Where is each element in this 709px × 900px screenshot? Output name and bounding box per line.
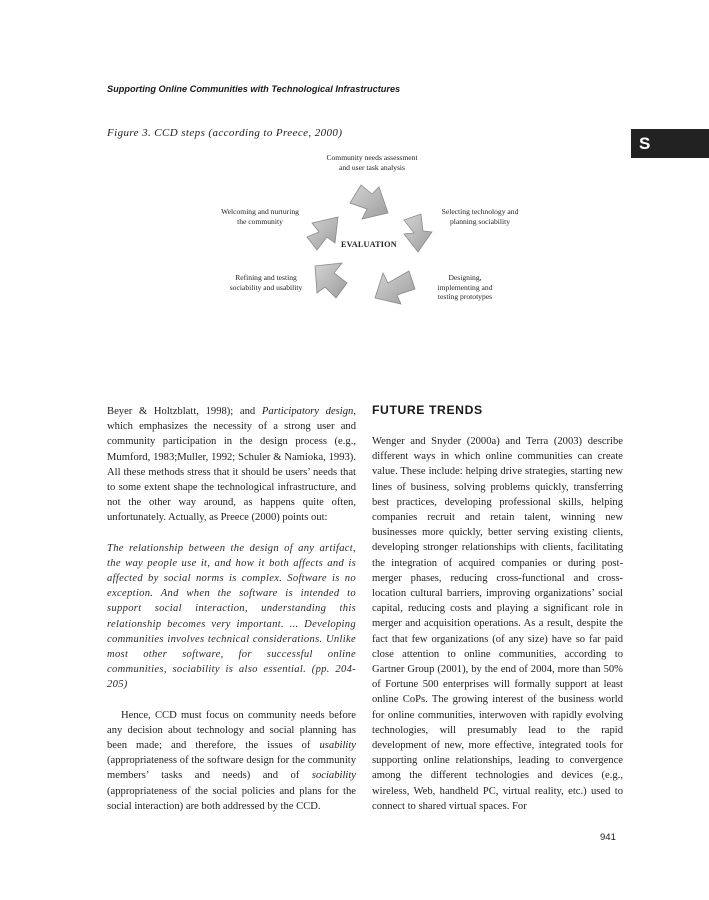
step-label-3: Designing, implementing and testing prototypes bbox=[437, 273, 493, 301]
left-paragraph-2: Hence, CCD must focus on community needs before any decision about technology and social planning has been made; and therefore, the issues of usability (appropriateness of the software design for the community members’ tasks and needs) and of sociability (appropriateness of the social policies and plans for the social interaction) are both addressed by the CCD. bbox=[107, 709, 356, 812]
figure-caption: Figure 3. CCD steps (according to Preece, 2000) bbox=[107, 127, 343, 139]
left-paragraph-1: Beyer & Holtzblatt, 1998); and Participatory design, which emphasizes the necessity of a strong user and community participation in the design process (e.g., Mumford, 1983;Muller, 1992; Schuler & Namioka, 1993). All these methods stress that it should be users’ needs that to some extent shape the technological infrastructure, and not the other way around, as happens quite often, unfortunately. Actually, as Preece (2000) points out: bbox=[107, 406, 357, 524]
cycle-arrow-1 bbox=[350, 185, 388, 219]
step-label-5: Welcoming and nurturing the community bbox=[221, 207, 299, 226]
left-column bbox=[107, 404, 356, 814]
step-label-1: Community needs assessment and user task analysis bbox=[326, 153, 418, 172]
evaluation-label: EVALUATION bbox=[341, 240, 397, 249]
step-label-2: Selecting technology and planning sociability bbox=[441, 207, 519, 226]
block-quote: The relationship between the design of any artifact, the way people use it, and how it both affects and is affected by social norms is complex. Software is no exception. And when the software is intended to support social interaction, understanding this relationship becomes very important. ... Developing communities involves technical considerations. Unlike most other software, for successful online communities, sociability is also essential. (pp. 204-205) bbox=[107, 542, 356, 691]
section-tab: S bbox=[631, 129, 709, 158]
ccd-cycle-diagram bbox=[0, 0, 709, 420]
running-header: Supporting Online Communities with Technological Infrastructures bbox=[107, 84, 401, 94]
step-label-4: Refining and testing sociability and usability bbox=[229, 273, 303, 292]
right-paragraph: Wenger and Snyder (2000a) and Terra (2003) describe different ways in which online communities can create value. These include: helping drive strategies, starting new lines of business, solving problems quickly, transferring best practices, developing professional skills, helping companies recruit and retain talent, winning new businesses more quickly, better serving existing clients, developing stronger relationships with clients, facilitating the integration of acquired companies or during post-merger phases, reducing cross-functional and cross-location cultural barriers, improving organizations’ social capital, reducing costs and playing a significant role in merger and acquisition operations. As a result, despite the fact that few organizations (of any size) have so far paid close attention to online communities, according to Gartner Group (2001), by the end of 2004, more than 50% of Fortune 500 enterprises will formally support at least online CoPs. The growing interest of the business world for online communities, interwoven with rapidly evolving technologies, will presumably lead to the rapid development of new, more effective, integrated tools for supporting online relationships, leading to convergence among the different technologies and devices (e.g., wireless, Web, handheld PC, virtual reality, etc.) used to connect to shared virtual spaces. For bbox=[372, 436, 623, 812]
right-column bbox=[372, 434, 623, 814]
section-heading: FUTURE TRENDS bbox=[372, 403, 483, 417]
page-number: 941 bbox=[600, 832, 616, 843]
